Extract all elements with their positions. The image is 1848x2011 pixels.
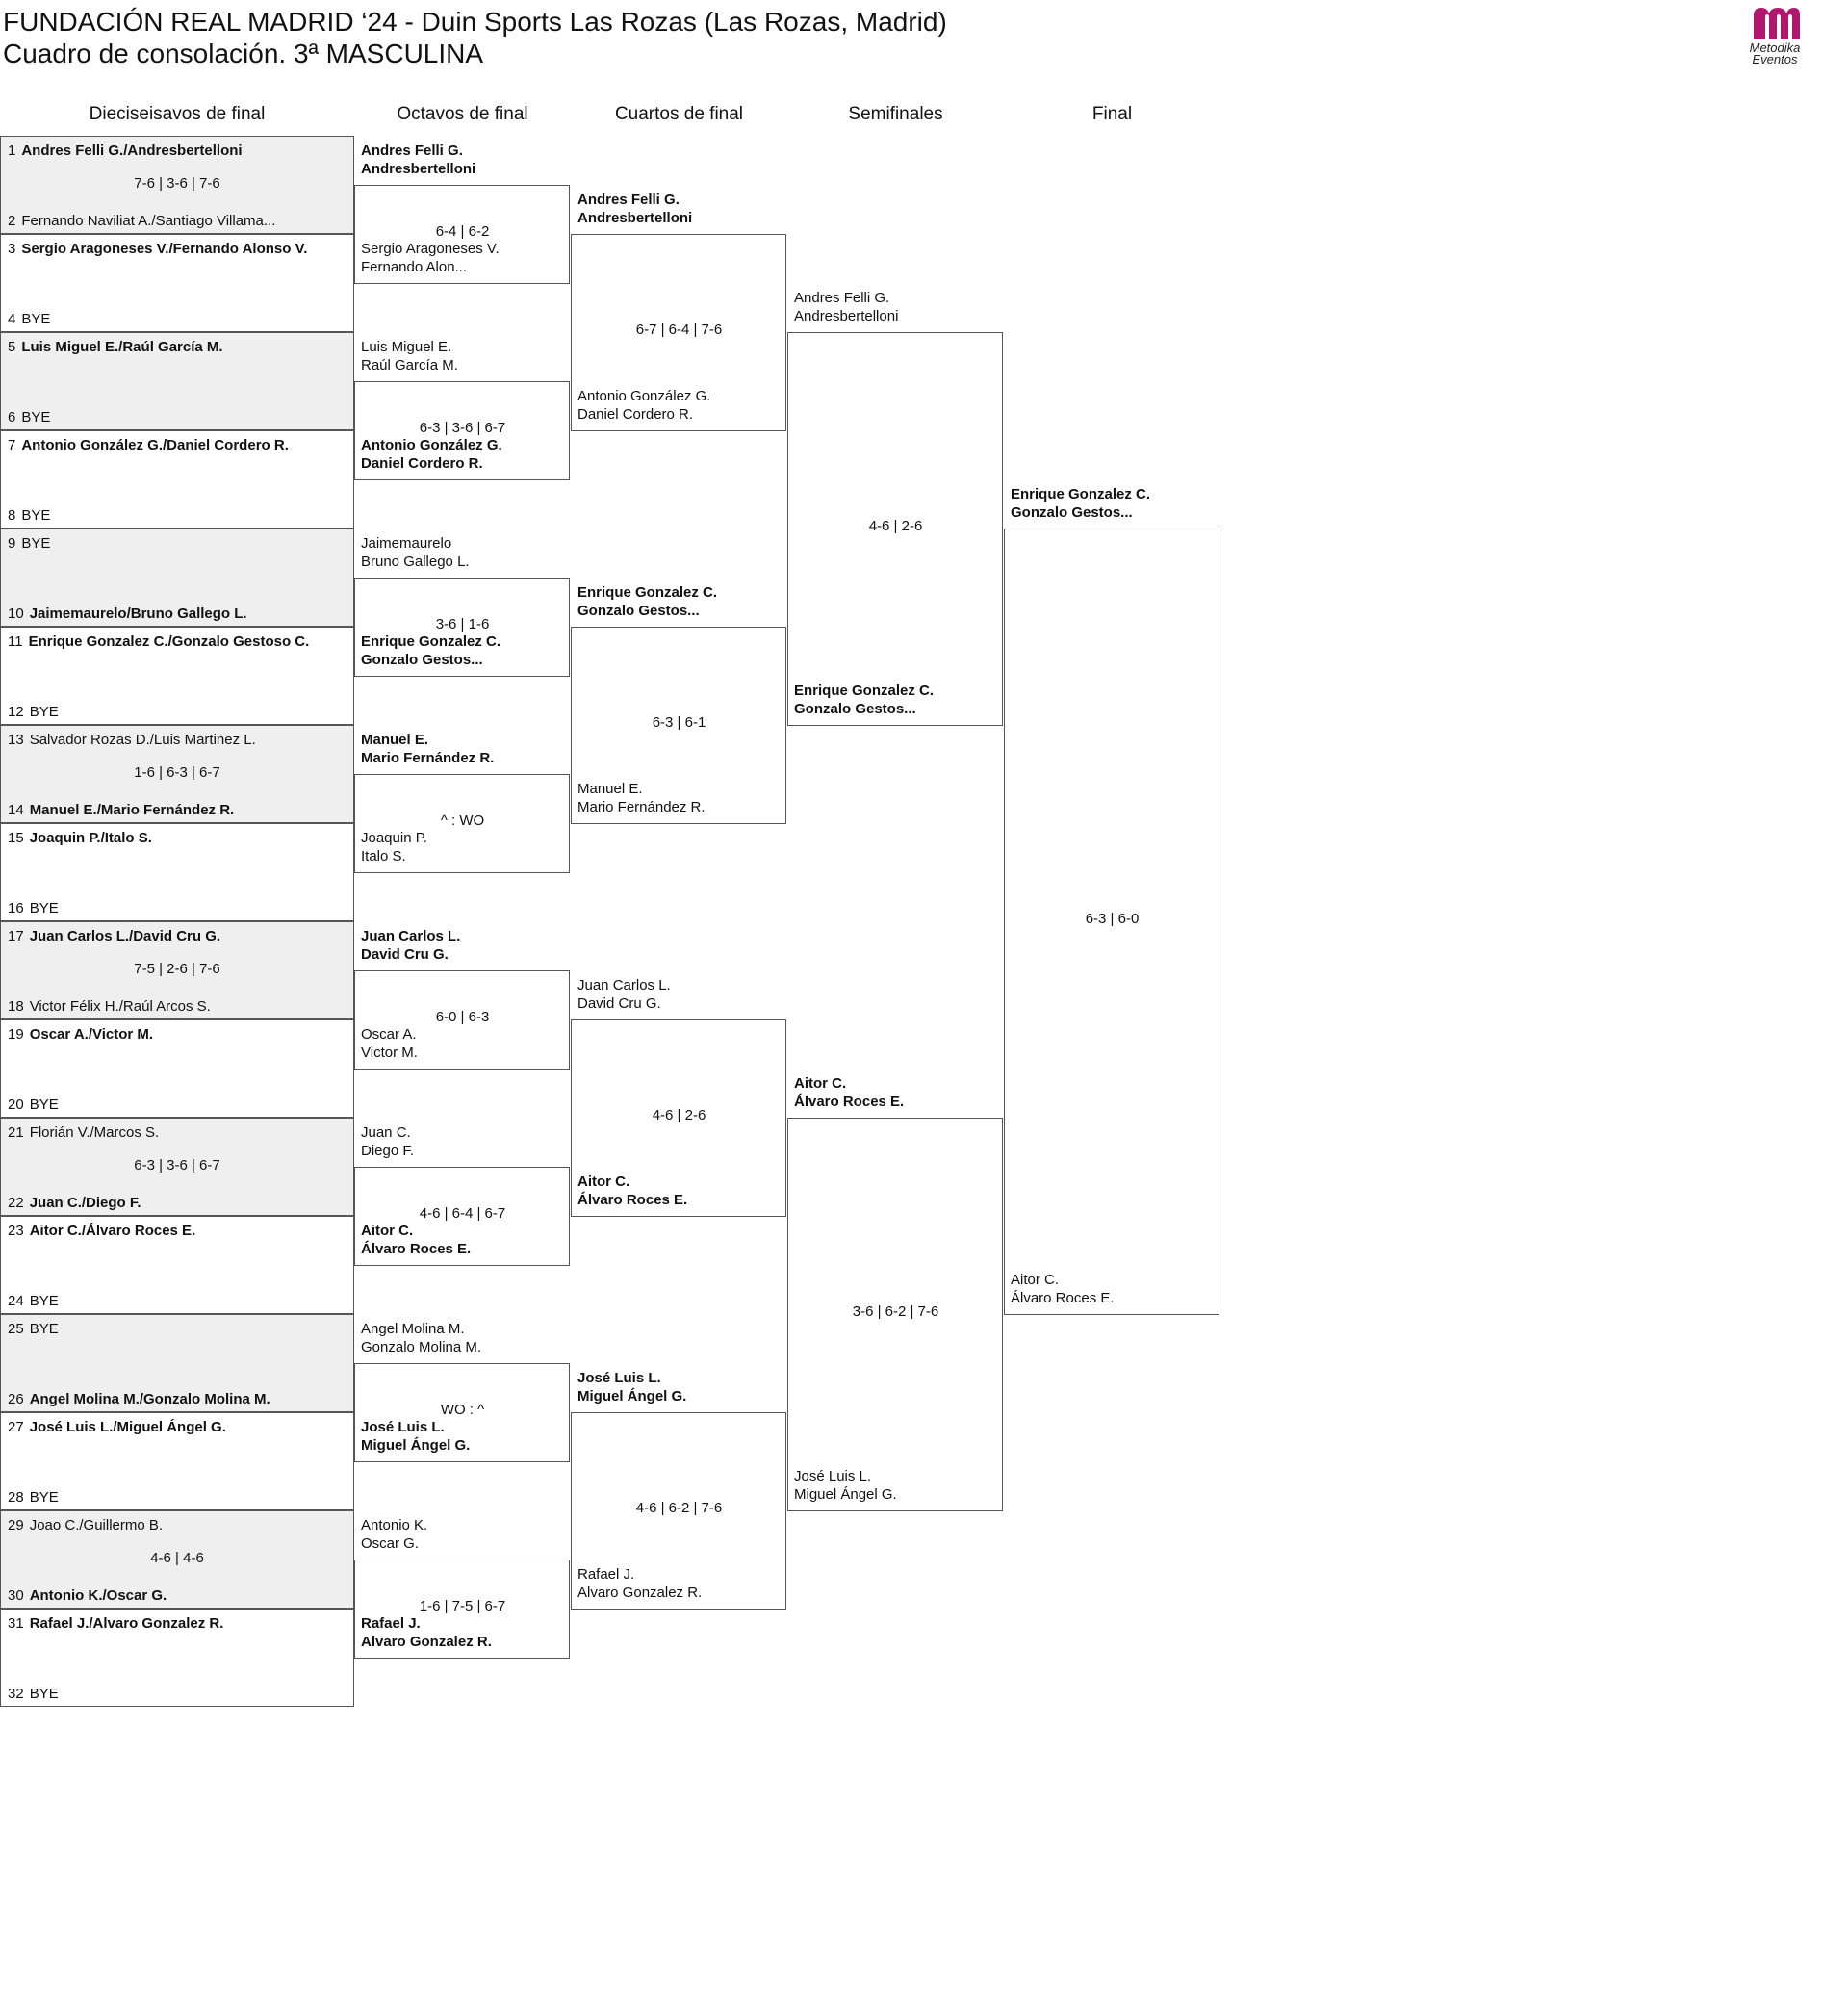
round2-team-bottom	[361, 1418, 578, 1455]
seed-number: 23	[8, 1223, 24, 1239]
seed-number: 10	[8, 606, 24, 622]
team-line: Mario Fernández R.	[578, 799, 706, 815]
player-names: BYE	[29, 1489, 59, 1506]
seed-number: 24	[8, 1293, 24, 1309]
player-names: Oscar A./Victor M.	[29, 1026, 154, 1043]
team-line: Jaimemaurelo	[361, 535, 452, 552]
round1-match	[0, 1118, 354, 1216]
team-line: Andres Felli G.	[794, 290, 890, 306]
round2-team-bottom	[361, 1222, 578, 1258]
team-line: David Cru G.	[578, 995, 661, 1012]
seed-number: 9	[8, 535, 16, 552]
player-names: Juan Carlos L./David Cru G.	[29, 928, 221, 944]
column-header-quarterfinals: Cuartos de final	[614, 104, 744, 124]
team-line: Enrique Gonzalez C.	[1011, 486, 1151, 503]
round1-entry	[8, 1419, 226, 1435]
player-names: Juan C./Diego F.	[29, 1195, 141, 1211]
round2-team-top	[361, 1320, 578, 1356]
player-names: Fernando Naviliat A./Santiago Villama...	[21, 213, 276, 229]
player-names: Manuel E./Mario Fernández R.	[29, 802, 235, 818]
column-header-round-of-32: Dieciseisavos de final	[89, 104, 266, 124]
round2-team-bottom	[361, 240, 578, 276]
round1-match	[0, 1609, 354, 1707]
seed-number: 27	[8, 1419, 24, 1435]
round3-team-top	[578, 1369, 794, 1405]
logo-text-line: Metodika	[1749, 40, 1801, 55]
seed-number: 6	[8, 409, 16, 425]
team-line: Miguel Ángel G.	[578, 1388, 687, 1405]
player-names: Antonio González G./Daniel Cordero R.	[21, 437, 289, 453]
team-line: Antonio González G.	[361, 437, 502, 453]
round4-team-bottom	[794, 682, 1011, 718]
round3-team-top	[578, 976, 794, 1013]
team-line: Bruno Gallego L.	[361, 554, 470, 570]
player-names: Sergio Aragoneses V./Fernando Alonso V.	[21, 241, 308, 257]
round4-team-top	[794, 1074, 1011, 1111]
round1-match	[0, 725, 354, 823]
round1-match	[0, 921, 354, 1019]
team-line: Manuel E.	[578, 781, 643, 797]
round3-team-bottom	[578, 1173, 794, 1209]
round1-entry	[8, 1391, 270, 1407]
player-names: BYE	[21, 311, 51, 327]
logo-text	[1740, 42, 1810, 65]
round1-entry	[8, 998, 211, 1015]
round3-score: 6-7 | 6-4 | 7-6	[635, 322, 723, 338]
player-names: Rafael J./Alvaro Gonzalez R.	[29, 1615, 224, 1632]
team-line: Aitor C.	[578, 1173, 630, 1190]
page-subtitle: Cuadro de consolación. 3ª MASCULINA	[3, 39, 484, 68]
round3-team-top	[578, 191, 794, 227]
round1-entry	[8, 535, 50, 552]
round1-entry	[8, 213, 275, 229]
team-line: Álvaro Roces E.	[794, 1094, 905, 1110]
team-line: Andres Felli G.	[361, 142, 463, 159]
team-line: Andresbertelloni	[578, 210, 693, 226]
seed-number: 28	[8, 1489, 24, 1506]
seed-number: 21	[8, 1124, 24, 1141]
seed-number: 19	[8, 1026, 24, 1043]
round1-match	[0, 627, 354, 725]
player-names: Luis Miguel E./Raúl García M.	[21, 339, 223, 355]
round1-match	[0, 529, 354, 627]
seed-number: 2	[8, 213, 16, 229]
round1-entry	[8, 437, 289, 453]
team-line: Raúl García M.	[361, 357, 458, 374]
round1-entry	[8, 633, 309, 650]
team-line: Sergio Aragoneses V.	[361, 241, 500, 257]
seed-number: 20	[8, 1096, 24, 1113]
round1-entry	[8, 1489, 59, 1506]
round1-entry	[8, 606, 247, 622]
round1-entry	[8, 1686, 59, 1702]
round2-team-bottom	[361, 1025, 578, 1062]
team-line: Aitor C.	[1011, 1272, 1060, 1288]
round1-match	[0, 823, 354, 921]
seed-number: 3	[8, 241, 16, 257]
team-line: Gonzalo Molina M.	[361, 1339, 482, 1355]
player-names: Andres Felli G./Andresbertelloni	[21, 142, 243, 159]
team-line: Juan C.	[361, 1124, 411, 1141]
round1-entry	[8, 339, 223, 355]
team-line: Fernando Alon...	[361, 259, 468, 275]
round1-entry	[8, 1321, 59, 1337]
seed-number: 17	[8, 928, 24, 944]
logo-text-line: Eventos	[1752, 52, 1798, 66]
round1-entry	[8, 409, 50, 425]
round1-entry	[8, 507, 50, 524]
round3-score: 4-6 | 6-2 | 7-6	[635, 1500, 723, 1516]
round1-match	[0, 1510, 354, 1609]
round1-entry	[8, 732, 256, 748]
seed-number: 14	[8, 802, 24, 818]
team-line: Álvaro Roces E.	[578, 1192, 688, 1208]
team-line: Daniel Cordero R.	[361, 455, 483, 472]
team-line: Alvaro Gonzalez R.	[361, 1634, 492, 1650]
team-line: Mario Fernández R.	[361, 750, 495, 766]
round1-entry	[8, 1124, 159, 1141]
team-line: David Cru G.	[361, 946, 449, 963]
round1-entry	[8, 928, 220, 944]
round3-team-top	[578, 583, 794, 620]
round1-entry	[8, 900, 59, 916]
team-line: Rafael J.	[578, 1566, 635, 1583]
team-line: Enrique Gonzalez C.	[361, 633, 501, 650]
team-line: Juan Carlos L.	[361, 928, 461, 944]
team-line: Aitor C.	[361, 1223, 414, 1239]
round1-entry	[8, 142, 243, 159]
match-score: 7-6 | 3-6 | 7-6	[134, 175, 220, 192]
team-line: José Luis L.	[794, 1468, 872, 1484]
team-line: Italo S.	[361, 848, 406, 864]
round2-team-bottom	[361, 1614, 578, 1651]
round2-team-bottom	[361, 436, 578, 473]
player-names: José Luis L./Miguel Ángel G.	[29, 1419, 226, 1435]
round1-entry	[8, 1195, 141, 1211]
team-line: Andresbertelloni	[794, 308, 899, 324]
player-names: BYE	[29, 1686, 59, 1702]
player-names: Joao C./Guillermo B.	[29, 1517, 164, 1534]
column-header-round-of-16: Octavos de final	[397, 104, 528, 124]
team-line: José Luis L.	[361, 1419, 445, 1435]
page-title: FUNDACIÓN REAL MADRID ‘24 - Duin Sports Las Rozas (Las Rozas, Madrid)	[3, 7, 947, 37]
round1-match	[0, 430, 354, 529]
round2-team-top	[361, 338, 578, 374]
seed-number: 8	[8, 507, 16, 524]
round2-score: 6-0 | 6-3	[435, 1009, 490, 1025]
round3-team-bottom	[578, 1565, 794, 1602]
round2-team-top	[361, 731, 578, 767]
round1-entry	[8, 704, 59, 720]
round2-team-bottom	[361, 632, 578, 669]
round2-score: 1-6 | 7-5 | 6-7	[419, 1598, 506, 1614]
round4-team-bottom	[794, 1467, 1011, 1504]
team-line: Gonzalo Gestos...	[794, 701, 916, 717]
team-line: Alvaro Gonzalez R.	[578, 1585, 703, 1601]
player-names: BYE	[21, 409, 51, 425]
seed-number: 7	[8, 437, 16, 453]
round1-match	[0, 136, 354, 234]
team-line: Victor M.	[361, 1044, 418, 1061]
round3-team-bottom	[578, 387, 794, 424]
match-score: 4-6 | 4-6	[150, 1550, 204, 1566]
round1-match	[0, 332, 354, 430]
team-line: Enrique Gonzalez C.	[794, 683, 935, 699]
player-names: Victor Félix H./Raúl Arcos S.	[29, 998, 211, 1015]
seed-number: 26	[8, 1391, 24, 1407]
round5-team-top	[1011, 485, 1227, 522]
round2-team-top	[361, 142, 578, 178]
seed-number: 31	[8, 1615, 24, 1632]
team-line: Antonio K.	[361, 1517, 428, 1534]
team-line: Luis Miguel E.	[361, 339, 452, 355]
player-names: BYE	[29, 1096, 59, 1113]
round1-entry	[8, 1293, 59, 1309]
team-line: Andresbertelloni	[361, 161, 476, 177]
round2-team-bottom	[361, 829, 578, 865]
round1-entry	[8, 1223, 195, 1239]
round2-score: WO : ^	[440, 1402, 485, 1418]
team-line: Antonio González G.	[578, 388, 711, 404]
team-line: Álvaro Roces E.	[1011, 1290, 1115, 1306]
player-names: BYE	[29, 1321, 59, 1337]
seed-number: 29	[8, 1517, 24, 1534]
player-names: BYE	[29, 1293, 59, 1309]
player-names: Antonio K./Oscar G.	[29, 1587, 167, 1604]
team-line: Enrique Gonzalez C.	[578, 584, 718, 601]
player-names: Florián V./Marcos S.	[29, 1124, 160, 1141]
round1-match	[0, 1019, 354, 1118]
team-line: Manuel E.	[361, 732, 429, 748]
round2-score: 4-6 | 6-4 | 6-7	[419, 1205, 506, 1222]
seed-number: 13	[8, 732, 24, 748]
round2-team-top	[361, 534, 578, 571]
team-line: Joaquin P.	[361, 830, 427, 846]
seed-number: 1	[8, 142, 16, 159]
round1-entry	[8, 241, 307, 257]
seed-number: 15	[8, 830, 24, 846]
round1-entry	[8, 830, 152, 846]
round2-team-top	[361, 1516, 578, 1553]
round1-match	[0, 1314, 354, 1412]
player-names: Angel Molina M./Gonzalo Molina M.	[29, 1391, 270, 1407]
seed-number: 11	[8, 633, 23, 650]
team-line: José Luis L.	[578, 1370, 661, 1386]
player-names: BYE	[29, 900, 59, 916]
round1-entry	[8, 1587, 167, 1604]
round2-team-top	[361, 1123, 578, 1160]
round4-score: 4-6 | 2-6	[868, 518, 923, 534]
player-names: Salvador Rozas D./Luis Martinez L.	[29, 732, 256, 748]
team-line: Miguel Ángel G.	[794, 1486, 897, 1503]
player-names: BYE	[21, 507, 51, 524]
round4-score: 3-6 | 6-2 | 7-6	[852, 1303, 939, 1320]
round1-entry	[8, 802, 234, 818]
seed-number: 18	[8, 998, 24, 1015]
round2-score: 6-4 | 6-2	[435, 223, 490, 240]
team-line: Daniel Cordero R.	[578, 406, 694, 423]
team-line: Andres Felli G.	[578, 192, 680, 208]
team-line: Rafael J.	[361, 1615, 421, 1632]
round1-entry	[8, 1026, 153, 1043]
round2-score: 3-6 | 1-6	[435, 616, 490, 632]
player-names: Enrique Gonzalez C./Gonzalo Gestoso C.	[28, 633, 310, 650]
seed-number: 30	[8, 1587, 24, 1604]
team-line: Gonzalo Gestos...	[1011, 504, 1133, 521]
player-names: BYE	[21, 535, 51, 552]
player-names: Joaquin P./Italo S.	[29, 830, 152, 846]
round2-team-top	[361, 927, 578, 964]
player-names: Aitor C./Álvaro Roces E.	[29, 1223, 196, 1239]
seed-number: 22	[8, 1195, 24, 1211]
seed-number: 12	[8, 704, 24, 720]
seed-number: 32	[8, 1686, 24, 1702]
team-line: Gonzalo Gestos...	[578, 603, 700, 619]
round3-team-bottom	[578, 780, 794, 816]
team-line: Aitor C.	[794, 1075, 847, 1092]
seed-number: 4	[8, 311, 16, 327]
round1-match	[0, 1412, 354, 1510]
round3-score: 6-3 | 6-1	[652, 714, 706, 731]
round4-team-top	[794, 289, 1011, 325]
round5-team-bottom	[1011, 1271, 1227, 1307]
column-header-final: Final	[1091, 104, 1133, 124]
logo	[1740, 4, 1810, 73]
team-line: Miguel Ángel G.	[361, 1437, 471, 1454]
team-line: Gonzalo Gestos...	[361, 652, 483, 668]
round1-match	[0, 234, 354, 332]
column-header-semifinals: Semifinales	[848, 104, 943, 124]
metodika-logo-icon	[1748, 4, 1802, 42]
match-score: 7-5 | 2-6 | 7-6	[134, 961, 220, 977]
seed-number: 5	[8, 339, 16, 355]
round1-entry	[8, 1615, 223, 1632]
match-score: 1-6 | 6-3 | 6-7	[134, 764, 220, 781]
round3-score: 4-6 | 2-6	[652, 1107, 706, 1123]
seed-number: 25	[8, 1321, 24, 1337]
round2-score: ^ : WO	[440, 812, 485, 829]
team-line: Álvaro Roces E.	[361, 1241, 472, 1257]
team-line: Angel Molina M.	[361, 1321, 465, 1337]
round1-entry	[8, 1517, 163, 1534]
team-line: Oscar G.	[361, 1535, 420, 1552]
team-line: Diego F.	[361, 1143, 415, 1159]
round1-entry	[8, 1096, 59, 1113]
player-names: BYE	[29, 704, 59, 720]
seed-number: 16	[8, 900, 24, 916]
player-names: Jaimemaurelo/Bruno Gallego L.	[29, 606, 247, 622]
team-line: Oscar A.	[361, 1026, 417, 1043]
round2-score: 6-3 | 3-6 | 6-7	[419, 420, 506, 436]
round1-entry	[8, 311, 50, 327]
round1-match	[0, 1216, 354, 1314]
round5-score: 6-3 | 6-0	[1085, 911, 1140, 927]
match-score: 6-3 | 3-6 | 6-7	[134, 1157, 220, 1173]
team-line: Juan Carlos L.	[578, 977, 671, 993]
